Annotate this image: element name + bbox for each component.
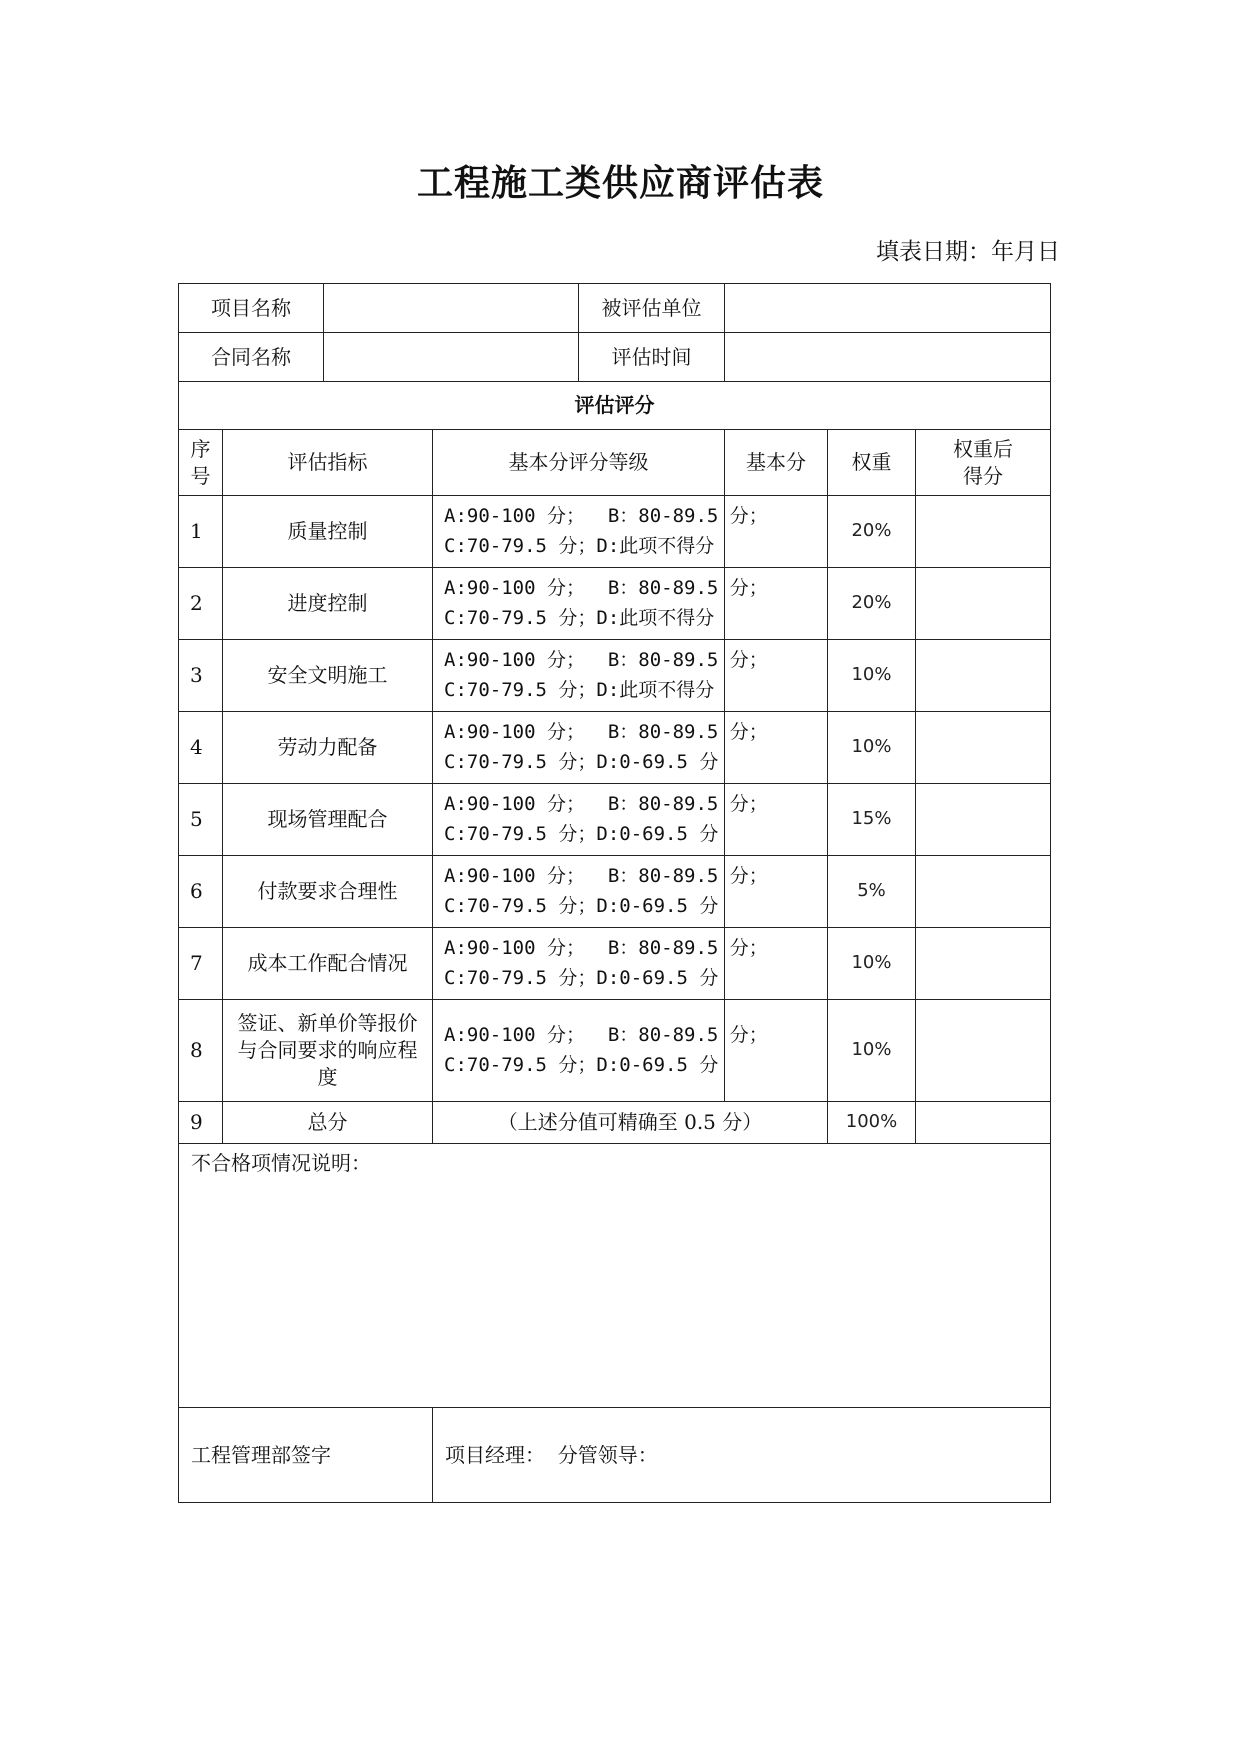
row-seq: 8 bbox=[179, 1000, 223, 1102]
table-row bbox=[179, 496, 1051, 568]
row-weight: 5% bbox=[828, 856, 916, 928]
signature-dept-label: 工程管理部签字 bbox=[179, 1408, 433, 1503]
header-base-score: 基本分 bbox=[725, 430, 828, 496]
total-seq: 9 bbox=[179, 1102, 223, 1144]
row-grade: A:90-100 分； B：80-89.5 分； C:70-79.5 分；D:此项不得分 bbox=[433, 496, 725, 568]
row-weighted-score-field[interactable] bbox=[916, 496, 1051, 568]
row-grade: A:90-100 分； B：80-89.5 分； C:70-79.5 分；D:0-69.5 分 bbox=[433, 856, 725, 928]
info-row-2 bbox=[179, 333, 1051, 382]
row-seq: 5 bbox=[179, 784, 223, 856]
page-title: 工程施工类供应商评估表 bbox=[416, 162, 824, 204]
row-grade: A:90-100 分； B：80-89.5 分； C:70-79.5 分；D:0-69.5 分 bbox=[433, 1000, 725, 1102]
row-indicator: 进度控制 bbox=[223, 568, 433, 640]
table-row bbox=[179, 1000, 1051, 1102]
table-row bbox=[179, 712, 1051, 784]
row-grade: A:90-100 分； B：80-89.5 分； C:70-79.5 分；D:0-69.5 分 bbox=[433, 712, 725, 784]
row-indicator: 质量控制 bbox=[223, 496, 433, 568]
row-weight: 10% bbox=[828, 712, 916, 784]
row-seq: 6 bbox=[179, 856, 223, 928]
info-row-1 bbox=[179, 284, 1051, 333]
row-grade: A:90-100 分； B：80-89.5 分； C:70-79.5 分；D:0-69.5 分 bbox=[433, 784, 725, 856]
total-weighted-score-field[interactable] bbox=[916, 1102, 1051, 1144]
header-grade: 基本分评分等级 bbox=[433, 430, 725, 496]
header-row bbox=[179, 430, 1051, 496]
table-row bbox=[179, 784, 1051, 856]
contract-name-label: 合同名称 bbox=[179, 333, 324, 382]
row-weighted-score-field[interactable] bbox=[916, 928, 1051, 1000]
nonconformity-row bbox=[179, 1144, 1051, 1408]
evaluation-form-table bbox=[178, 283, 1051, 1503]
row-weighted-score-field[interactable] bbox=[916, 568, 1051, 640]
row-seq: 4 bbox=[179, 712, 223, 784]
table-row bbox=[179, 568, 1051, 640]
project-name-field[interactable] bbox=[324, 284, 579, 333]
row-weighted-score-field[interactable] bbox=[916, 712, 1051, 784]
total-label: 总分 bbox=[223, 1102, 433, 1144]
row-indicator: 劳动力配备 bbox=[223, 712, 433, 784]
row-weight: 10% bbox=[828, 928, 916, 1000]
row-indicator: 成本工作配合情况 bbox=[223, 928, 433, 1000]
total-note: （上述分值可精确至 0.5 分） bbox=[433, 1102, 828, 1144]
row-grade: A:90-100 分； B：80-89.5 分； C:70-79.5 分；D:0-69.5 分 bbox=[433, 928, 725, 1000]
project-name-label: 项目名称 bbox=[179, 284, 324, 333]
row-weighted-score-field[interactable] bbox=[916, 784, 1051, 856]
evaluated-unit-label: 被评估单位 bbox=[579, 284, 725, 333]
header-weight: 权重 bbox=[828, 430, 916, 496]
signature-signers[interactable]: 项目经理： 分管领导： bbox=[433, 1408, 1051, 1503]
contract-name-field[interactable] bbox=[324, 333, 579, 382]
evaluation-time-label: 评估时间 bbox=[579, 333, 725, 382]
header-weighted-score: 权重后 得分 bbox=[916, 430, 1051, 496]
table-row bbox=[179, 640, 1051, 712]
evaluated-unit-field[interactable] bbox=[725, 284, 1051, 333]
row-weighted-score-field[interactable] bbox=[916, 640, 1051, 712]
row-indicator: 安全文明施工 bbox=[223, 640, 433, 712]
fill-date-label: 填表日期：年月日 bbox=[876, 239, 1060, 265]
nonconformity-description-field[interactable] bbox=[179, 1144, 1051, 1408]
row-weighted-score-field[interactable] bbox=[916, 856, 1051, 928]
header-seq: 序 号 bbox=[179, 430, 223, 496]
row-weight: 10% bbox=[828, 640, 916, 712]
evaluation-time-field[interactable] bbox=[725, 333, 1051, 382]
row-weight: 20% bbox=[828, 568, 916, 640]
table-row bbox=[179, 856, 1051, 928]
section-title-row bbox=[179, 382, 1051, 430]
row-indicator: 签证、新单价等报价与合同要求的响应程度 bbox=[223, 1000, 433, 1102]
row-grade: A:90-100 分； B：80-89.5 分； C:70-79.5 分；D:此项不得分 bbox=[433, 640, 725, 712]
row-weight: 10% bbox=[828, 1000, 916, 1102]
total-weight: 100% bbox=[828, 1102, 916, 1144]
row-seq: 7 bbox=[179, 928, 223, 1000]
row-indicator: 付款要求合理性 bbox=[223, 856, 433, 928]
row-seq: 1 bbox=[179, 496, 223, 568]
row-grade: A:90-100 分； B：80-89.5 分； C:70-79.5 分；D:此项不得分 bbox=[433, 568, 725, 640]
table-row bbox=[179, 928, 1051, 1000]
signature-row bbox=[179, 1408, 1051, 1503]
row-seq: 2 bbox=[179, 568, 223, 640]
section-title: 评估评分 bbox=[179, 382, 1051, 430]
total-row bbox=[179, 1102, 1051, 1144]
row-seq: 3 bbox=[179, 640, 223, 712]
row-base-score-field[interactable] bbox=[725, 1000, 828, 1102]
row-weighted-score-field[interactable] bbox=[916, 1000, 1051, 1102]
header-indicator: 评估指标 bbox=[223, 430, 433, 496]
nonconformity-label: 不合格项情况说明： bbox=[191, 1151, 371, 1175]
row-indicator: 现场管理配合 bbox=[223, 784, 433, 856]
row-weight: 20% bbox=[828, 496, 916, 568]
row-weight: 15% bbox=[828, 784, 916, 856]
